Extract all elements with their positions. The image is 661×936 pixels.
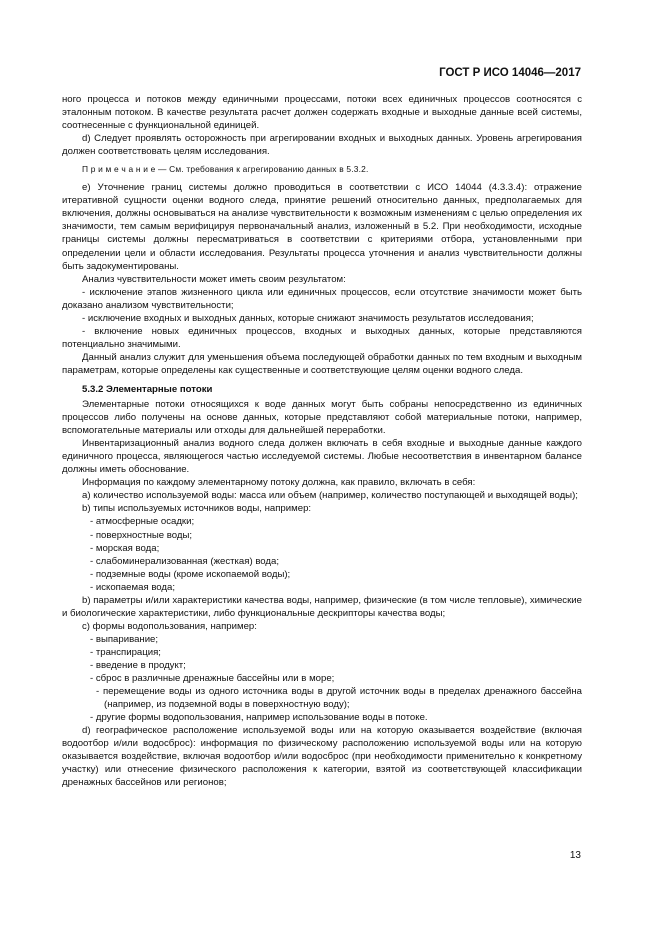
document-header: ГОСТ Р ИСО 14046—2017 [439, 67, 581, 79]
list-item: - исключение входных и выходных данных, которые снижают значимость результатов исследования; [82, 312, 534, 324]
list-item: - транспирация; [90, 646, 161, 658]
paragraph: Анализ чувствительности может иметь своим результатом: [82, 273, 346, 285]
paragraph: Информация по каждому элементарному потоку должна, как правило, включать в себя: [82, 477, 476, 489]
list-item: b) типы используемых источников воды, например: [82, 503, 312, 515]
list-item: - сброс в различные дренажные бассейны или в море; [90, 673, 335, 685]
paragraph: d) Следует проявлять осторожность при агрегировании входных и выходных данных. Уровень агрегирования должен соответствовать целям исследования. [62, 133, 582, 158]
list-item: - включение новых единичных процессов, входных и выходных данных, которые представляются потенциально значимыми. [62, 325, 582, 350]
list-item: - введение в продукт; [90, 659, 186, 671]
paragraph: е) Уточнение границ системы должно проводиться в соответствии с ИСО 14044 (4.3.3.4): отражение итеративной сущности оценки водного следа, принятие решений относительно данных, предполагаемых для включения, должны основываться на анализе чувствительности к возможным изменениям с целью определения их значимости, тем самым верифицируя первоначальный анализ, изложенный в 5.2. При необходимости, исходные границы системы должны пересматриваться в соответствии с критериями отбора, установленными при определении цели и области исследования. Результаты процесса уточнения и анализ чувствительности должны быть задокументированы. [62, 182, 582, 272]
list-item: - исключение этапов жизненного цикла или единичных процессов, если отсутствие значимости может быть доказано анализом чувствительности; [62, 286, 582, 311]
list-item: - подземные воды (кроме ископаемой воды); [90, 568, 291, 580]
list-item: b) параметры и/или характеристики качества воды, например, физические (в том числе тепловые), химические и биологические характеристики, либо функциональные дескрипторы качества воды; [62, 594, 582, 619]
list-item: - другие формы водопользования, например использование воды в потоке. [90, 712, 428, 724]
list-item: - морская вода; [90, 542, 160, 554]
paragraph: Данный анализ служит для уменьшения объема последующей обработки данных по тем входным и выходным параметрам, которые определены как существенные и соответствующие целям оценки водного следа. [62, 351, 582, 376]
list-item: - ископаемая вода; [90, 581, 176, 593]
paragraph: Инвентаризационный анализ водного следа должен включать в себя входные и выходные данные каждого единичного процесса, являющегося частью исследуемой системы. Любые несоответствия в инвентарном балансе должны иметь обоснование. [62, 438, 582, 476]
list-item: - слабоминерализованная (жесткая) вода; [90, 555, 280, 567]
paragraph: Элементарные потоки относящихся к воде данных могут быть собраны непосредственно из единичных процессов либо получены на основе данных, которые представляют собой материальные потоки, например, вспомогательные материалы или отходы для дальнейшей переработки. [62, 399, 582, 437]
section-heading: 5.3.2 Элементарные потоки [82, 383, 213, 395]
paragraph: ного процесса и потоков между единичными процессами, потоки всех единичных процессов соотносятся с эталонным потоком. В качестве результата расчет должен содержать входные и выходные данные всей системы, соотнесенные с функциональной единицей. [62, 94, 582, 132]
page-body [62, 93, 582, 789]
page-number: 13 [569, 850, 581, 861]
list-item: c) формы водопользования, например: [82, 620, 257, 632]
note: П р и м е ч а н и е — См. требования к агрегированию данных в 5.3.2. [82, 164, 369, 175]
list-item: d) географическое расположение используемой воды или на которую оказывается воздействие (включая водоотбор и/или водосброс): информация по физическому расположению используемой воды или на которую оказывается воздействие, включая водоотбор и/или водосброс (при необходимости применительно к конкретному участку) или отнесение физического расположения к категории, взятой из соответствующей классификации дренажных бассейнов или регионов; [62, 725, 582, 789]
list-item: - поверхностные воды; [90, 529, 193, 541]
list-item: - выпаривание; [90, 633, 159, 645]
list-item: а) количество используемой воды: масса или объем (например, количество поступающей и выходящей воды); [82, 490, 578, 502]
list-item: - перемещение воды из одного источника воды в другой источник воды в пределах дренажного бассейна (например, из подземной воды в поверхностную воду); [96, 686, 582, 711]
list-item: - атмосферные осадки; [90, 516, 195, 528]
